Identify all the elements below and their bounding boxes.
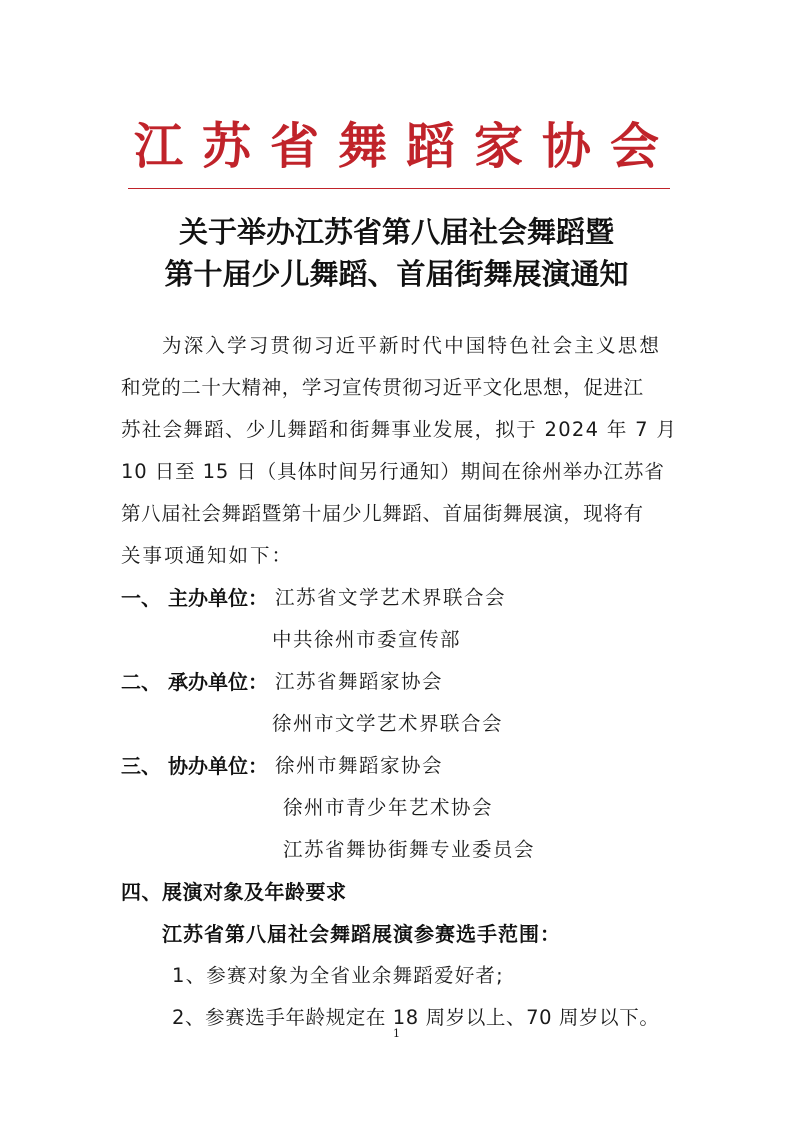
section-heading: 四、展演对象及年龄要求 <box>121 880 347 904</box>
organizer-name: 中共徐州市委宣传部 <box>272 628 462 651</box>
section-number: 二、 <box>121 670 161 694</box>
page-number: 1 <box>393 1027 400 1040</box>
intro-line: 为深入学习贯彻习近平新时代中国特色社会主义思想 <box>162 334 662 357</box>
co-organizer-name: 徐州市青少年艺术协会 <box>283 796 494 819</box>
masthead-title: 江苏省舞蹈家协会 <box>133 117 678 175</box>
notice-title-line-1: 关于举办江苏省第八届社会舞蹈暨 <box>178 215 614 249</box>
intro-line: 和党的二十大精神，学习宣传贯彻习近平文化思想，促进江 <box>121 376 644 399</box>
intro-line: 关事项通知如下： <box>121 544 294 567</box>
requirement-item: 1、参赛对象为全省业余舞蹈爱好者; <box>172 964 504 987</box>
intro-line: 苏社会舞蹈、少儿舞蹈和街舞事业发展，拟于 2024 年 7 月 <box>121 418 678 441</box>
organizer-name: 江苏省文学艺术界联合会 <box>275 586 507 609</box>
host-name: 徐州市文学艺术界联合会 <box>272 712 504 735</box>
section-label: 承办单位： <box>168 670 268 694</box>
host-name: 江苏省舞蹈家协会 <box>275 670 444 693</box>
co-organizer-name: 徐州市舞蹈家协会 <box>275 754 444 777</box>
section-number: 一、 <box>121 586 161 610</box>
co-organizer-name: 江苏省舞协街舞专业委员会 <box>283 838 536 861</box>
section-label: 主办单位： <box>168 586 268 610</box>
section-number: 三、 <box>121 754 161 778</box>
intro-line: 第八届社会舞蹈暨第十届少儿舞蹈、首届街舞展演，现将有 <box>121 502 644 525</box>
requirement-item: 2、参赛选手年龄规定在 18 周岁以上、70 周岁以下。 <box>172 1006 660 1029</box>
masthead-rule <box>128 188 670 189</box>
notice-title-line-2: 第十届少儿舞蹈、首届街舞展演通知 <box>164 257 629 291</box>
intro-line: 10 日至 15 日（具体时间另行通知）期间在徐州举办江苏省 <box>121 460 665 483</box>
section-label: 协办单位： <box>168 754 268 778</box>
section-subheading: 江苏省第八届社会舞蹈展演参赛选手范围： <box>162 922 561 946</box>
